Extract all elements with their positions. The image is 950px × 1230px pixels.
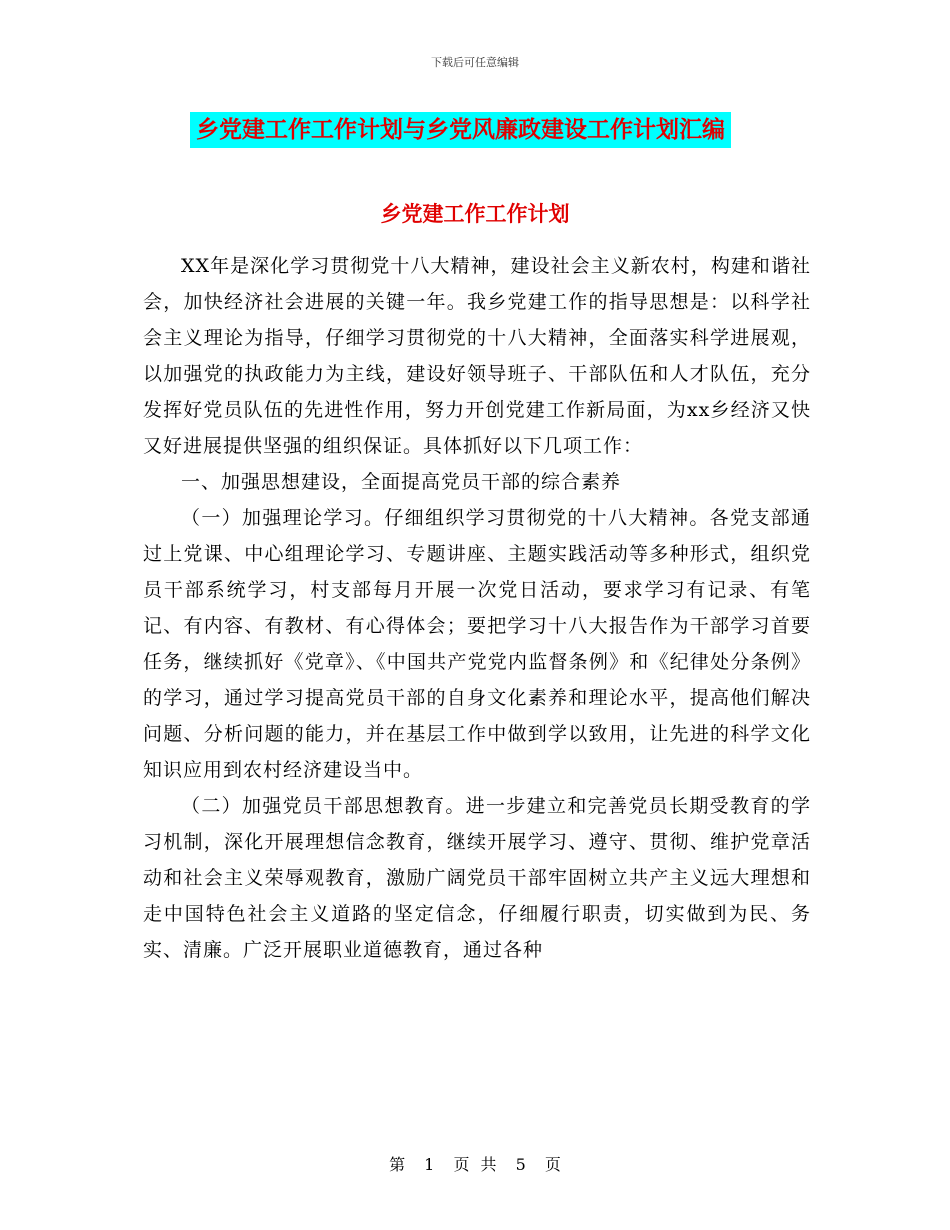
page-footer <box>0 1152 950 1175</box>
paragraph-ideology-education: （二）加强党员干部思想教育。进一步建立和完善党员长期受教育的学习机制，深化开展理想信念教育，继续开展学习、遵守、贯彻、维护党章活动和社会主义荣辱观教育，激励广阔党员干部牢固树立共产主义远大理想和走中国特色社会主义道路的坚定信念，仔细履行职责，切实做到为民、务实、清廉。广泛开展职业道德教育，通过各种 <box>143 795 811 961</box>
paragraph-theory-study: （一）加强理论学习。仔细组织学习贯彻党的十八大精神。各党支部通过上党课、中心组理论学习、专题讲座、主题实践活动等多种形式，组织党员干部系统学习，村支部每月开展一次党日活动，要求学习有记录、有笔记、有内容、有教材、有心得体会；要把学习十八大报告作为干部学习首要任务，继续抓好《党章》、《中国共产党党内监督条例》和《纪律处分条例》的学习，通过学习提高党员干部的自身文化素养和理论水平，提高他们解决问题、分析问题的能力，并在基层工作中做到学以致用，让先进的科学文化知识应用到农村经济建设当中。 <box>143 507 811 781</box>
document-body <box>143 248 811 968</box>
paragraph-intro: XX年是深化学习贯彻党十八大精神，建设社会主义新农村，构建和谐社会，加快经济社会进展的关键一年。我乡党建工作的指导思想是：以科学社会主义理论为指导，仔细学习贯彻党的十八大精神，全面落实科学进展观，以加强党的执政能力为主线，建设好领导班子、干部队伍和人才队伍，充分发挥好党员队伍的先进性作用，努力开创党建工作新局面，为xx乡经济又快又好进展提供坚强的组织保证。具体抓好以下几项工作： <box>143 255 811 457</box>
footer-prefix: 第 <box>389 1155 406 1174</box>
paragraph-heading-1: 一、加强思想建设，全面提高党员干部的综合素养 <box>181 471 622 493</box>
document-title: 乡党建工作工作计划与乡党风廉政建设工作计划汇编 <box>190 112 731 148</box>
footer-suffix: 页 <box>544 1155 561 1174</box>
total-pages: 5 <box>515 1155 526 1174</box>
page-number: 1 <box>424 1155 435 1174</box>
section-title: 乡党建工作工作计划 <box>380 202 570 226</box>
footer-mid: 页 共 <box>453 1155 497 1174</box>
header-note: 下载后可任意编辑 <box>431 56 519 69</box>
